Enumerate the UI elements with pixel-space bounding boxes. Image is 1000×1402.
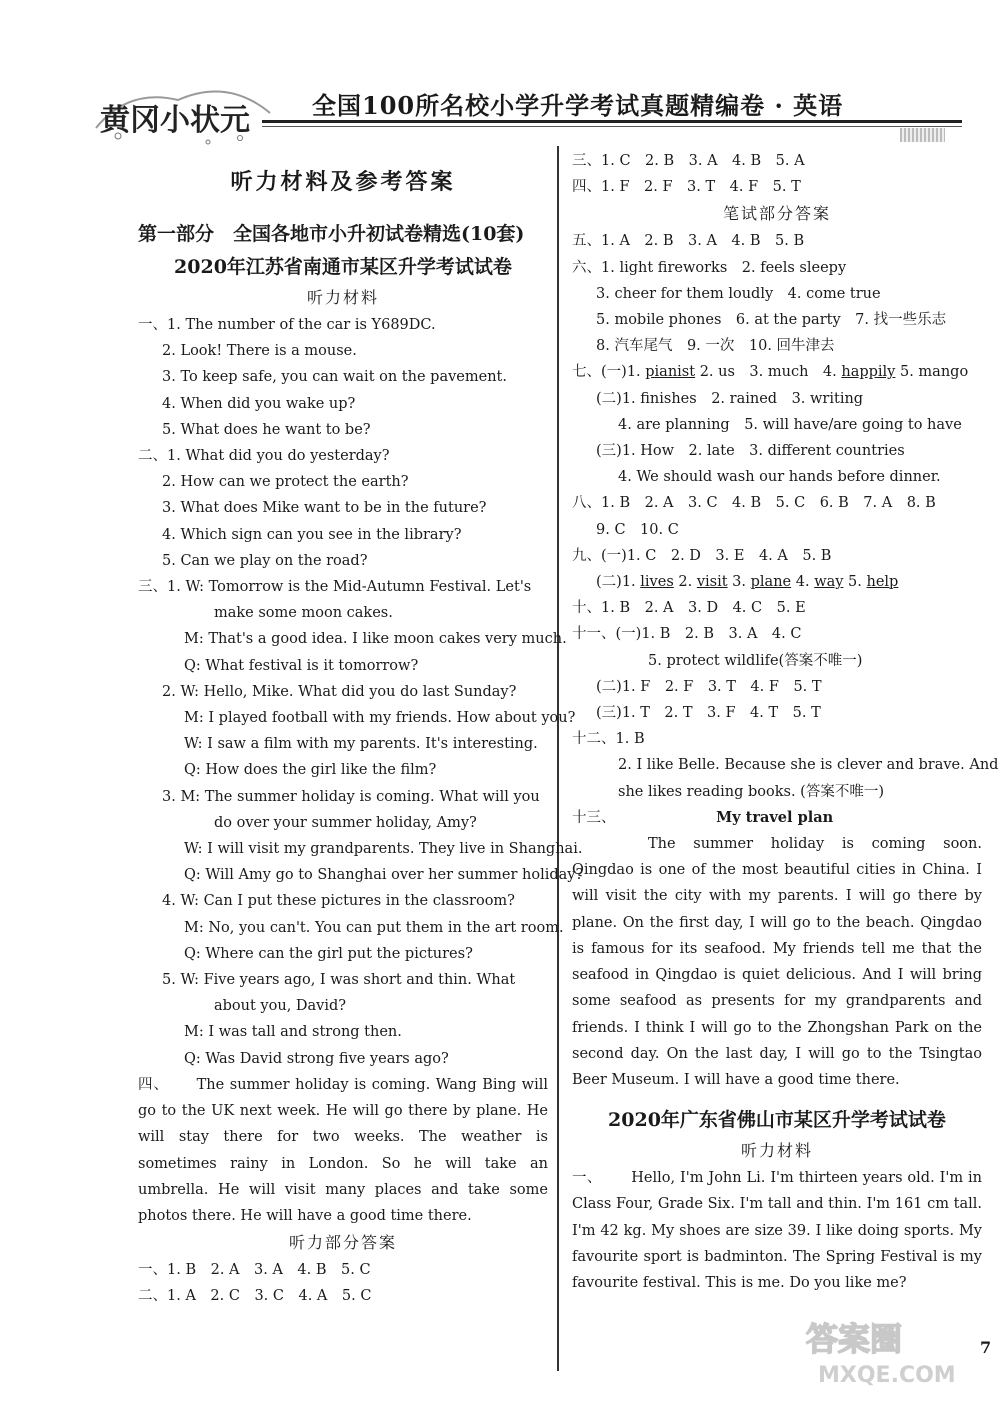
answer-line: 六、1. light fireworks 2. feels sleepy <box>572 259 847 276</box>
text-line: 2. Look! There is a mouse. <box>162 343 357 360</box>
text-line: M: I played football with my friends. How about you? <box>184 710 576 727</box>
logo-text: 黄冈小状元 <box>100 103 250 138</box>
text-line: W: I will visit my grandparents. They live in Shanghai. <box>184 841 583 858</box>
listening-section-2 <box>138 443 548 574</box>
answer-line: 4. We should wash our hands before dinner. <box>618 469 941 486</box>
answer-line: (二)1. finishes 2. rained 3. writing <box>596 390 864 407</box>
text-line: 2. How can we protect the earth? <box>162 474 409 491</box>
answer-line: (三)1. How 2. late 3. different countries <box>596 443 905 460</box>
text-line: 4. Which sign can you see in the library? <box>162 526 462 543</box>
section-label: 听力材料 <box>306 288 379 307</box>
right-column <box>572 148 999 1296</box>
answer-prefix: (二)1. <box>596 574 636 591</box>
answer-line: 5. protect wildlife(答案不唯一) <box>648 652 863 669</box>
answer-line: 4. are planning 5. will have/are going to have <box>618 416 962 433</box>
answer-word: plane <box>750 574 792 591</box>
listening-passage <box>572 1165 982 1296</box>
main-heading: 听力材料及参考答案 <box>230 169 456 195</box>
text-line: 5. Can we play on the road? <box>162 552 368 569</box>
text-line: make some moon cakes. <box>214 605 393 622</box>
watermark-icon <box>788 1310 988 1390</box>
text-line: 3. To keep safe, you can wait on the pavement. <box>162 369 507 386</box>
answer-line: she likes reading books. (答案不唯一) <box>618 783 884 800</box>
answer-line: 一、1. B 2. A 3. A 4. B 5. C <box>138 1262 371 1279</box>
watermark-text: 答案圈 <box>806 1320 903 1358</box>
answer-word: way <box>814 574 844 591</box>
text-line: 4. When did you wake up? <box>162 395 356 412</box>
answer-text: 5. mango <box>899 364 969 381</box>
text-line: 4. W: Can I put these pictures in the classroom? <box>162 893 515 910</box>
answer-word: help <box>866 574 899 591</box>
text-line: do over your summer holiday, Amy? <box>214 814 477 831</box>
page-number: 7 <box>980 1338 992 1357</box>
listening-section-4 <box>138 1072 548 1229</box>
answer-word: visit <box>696 574 728 591</box>
text-line: W: I saw a film with my parents. It's interesting. <box>184 736 538 753</box>
answer-word: pianist <box>645 364 696 381</box>
answer-line: 十、1. B 2. A 3. D 4. C 5. E <box>572 600 806 617</box>
section-number: 一、 <box>572 1170 602 1187</box>
answer-line: 2. I like Belle. Because she is clever and brave. And <box>618 757 999 774</box>
answer-line: 3. cheer for them loudly 4. come true <box>596 285 881 302</box>
answer-line: 八、1. B 2. A 3. C 4. B 5. C 6. B 7. A 8. B <box>572 495 936 512</box>
text-line: Q: Where can the girl put the pictures? <box>184 945 473 962</box>
listening-section-3 <box>138 574 584 1072</box>
text-line: Q: Was David strong five years ago? <box>184 1050 449 1067</box>
section-number: 十三、 <box>572 809 616 826</box>
answer-word: happily <box>841 364 896 381</box>
text-line: M: I was tall and strong then. <box>184 1024 402 1041</box>
passage-text: The summer holiday is coming. Wang Bing will go to the UK next week. He will go there by plane. He will stay there for two weeks. The weather is sometimes rainy in London. So he will take an umbrella. He will visit many places and take some photos there. He will have a good time there. <box>138 1076 549 1224</box>
series-title: 全国100所名校小学升学考试真题精编卷 · 英语 <box>312 91 844 120</box>
text-line: 二、1. What did you do yesterday? <box>138 448 390 465</box>
column-divider <box>557 146 559 1371</box>
section-number: 四、 <box>138 1076 169 1093</box>
exam-title: 2020年广东省佛山市某区升学考试试卷 <box>608 1109 946 1132</box>
answer-line: (二)1. F 2. F 3. T 4. F 5. T <box>596 678 822 695</box>
answers-heading: 笔试部分答案 <box>722 204 831 224</box>
exam-title: 2020年江苏省南通市某区升学考试试卷 <box>174 256 512 278</box>
text-line: 三、1. W: Tomorrow is the Mid-Autumn Festival. Let's <box>138 579 532 596</box>
text-line: Q: How does the girl like the film? <box>184 762 437 779</box>
watermark-url: MXQE.COM <box>818 1363 956 1388</box>
header-rule <box>262 120 962 123</box>
text-line: Q: Will Amy go to Shanghai over her summer holiday? <box>184 867 584 884</box>
logo-icon <box>88 58 278 148</box>
answer-line: 8. 汽车尾气 9. 一次 10. 回牛津去 <box>596 338 835 355</box>
text-line: Q: What festival is it tomorrow? <box>184 657 419 674</box>
answer-word: lives <box>640 574 674 591</box>
section-label: 听力材料 <box>740 1141 813 1161</box>
text-line: 一、1. The number of the car is Y689DC. <box>138 317 436 333</box>
text-line: 5. W: Five years ago, I was short and thin. What <box>162 972 516 989</box>
text-line: 5. What does he want to be? <box>162 421 371 438</box>
answer-line: 三、1. C 2. B 3. A 4. B 5. A <box>572 153 805 169</box>
passage-text: Hello, I'm John Li. I'm thirteen years old. I'm in Class Four, Grade Six. I'm tall and thin. I'm 161 cm tall. I'm 42 kg. My shoes are size 39. I like doing sports. My favourite sport is badminton. The Spring Festival is my favourite festival. This is me. Do you like me? <box>572 1170 982 1291</box>
answers-heading: 听力部分答案 <box>288 1233 397 1253</box>
header-rule-thin <box>262 126 962 127</box>
page-header <box>0 0 1000 150</box>
answer-line: 5. mobile phones 6. at the party 7. 找一些乐志 <box>596 312 947 329</box>
answer-line: 四、1. F 2. F 3. T 4. F 5. T <box>572 179 801 196</box>
answer-line: 十一、(一)1. B 2. B 3. A 4. C <box>572 626 802 643</box>
text-line: 2. W: Hello, Mike. What did you do last Sunday? <box>162 683 517 700</box>
answer-line: 十二、1. B <box>572 731 645 748</box>
answer-line: 二、1. A 2. C 3. C 4. A 5. C <box>138 1288 372 1305</box>
answer-line: (三)1. T 2. T 3. F 4. T 5. T <box>596 705 821 722</box>
essay-header <box>572 805 982 831</box>
answer-line: 9. C 10. C <box>596 521 679 538</box>
answer-line: 五、1. A 2. B 3. A 4. B 5. B <box>572 233 805 250</box>
header-band <box>900 128 945 142</box>
answer-text: 2. us 3. much 4. <box>699 364 837 381</box>
text-line: 3. M: The summer holiday is coming. What will you <box>162 788 540 805</box>
listening-section-1 <box>138 312 548 443</box>
answer-line: (二)1. lives 2. visit 3. plane 4. way 5. help <box>596 574 899 591</box>
part-heading: 第一部分 全国各地市小升初试卷精选(10套) <box>138 223 525 245</box>
answer-line <box>572 359 982 385</box>
text-line: M: No, you can't. You can put them in the art room. <box>184 919 564 936</box>
text-line: M: That's a good idea. I like moon cakes very much. <box>184 631 567 648</box>
essay-title: My travel plan <box>716 808 834 826</box>
text-line: about you, David? <box>214 998 347 1015</box>
text-line: 3. What does Mike want to be in the future? <box>162 500 487 517</box>
left-column <box>138 148 584 1310</box>
answer-line: 九、(一)1. C 2. D 3. E 4. A 5. B <box>572 547 832 564</box>
essay-text: The summer holiday is coming soon. Qingdao is one of the most beautiful cities in China. I will visit the city with my parents. I will go there by plane. On the first day, I will go to the beach. Qingdao is famous for its seafood. My friends tell me that the seafood in Qingdao is quiet delicious. And I will bring some seafood as presents for my grandparents and friends. I think I will go to the Zhongshan Park on the second day. On the last day, I will go to the Tsingtao Beer Museum. I will have a good time there. <box>572 836 982 1088</box>
answer-prefix: 七、(一)1. <box>572 364 641 381</box>
